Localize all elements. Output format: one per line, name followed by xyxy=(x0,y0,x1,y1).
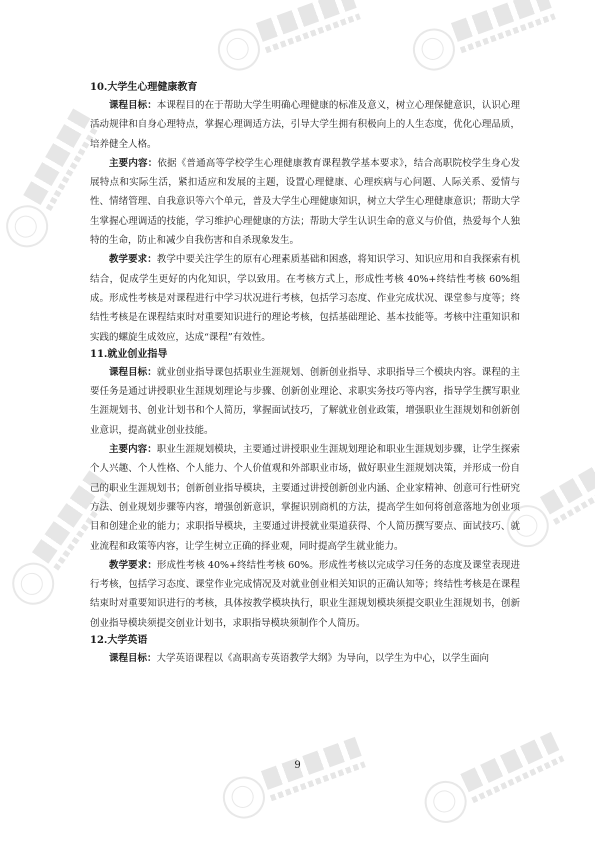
section-heading: 10.大学生心理健康教育 xyxy=(90,82,198,93)
paragraph xyxy=(90,440,520,556)
paragraph-label: 主要内容： xyxy=(109,157,158,169)
paragraph-text: 形成性考核 40%+终结性考核 60%。形成性考核以完成学习任务的态度及课堂表现进行考核，包括学习态度、课堂作业完成情况及对就业创业相关知识的正确认知等；终结性考核是在课程结束时对重要知识进行的考核，具体按教学模块执行，职业生涯规划模块须提交职业生涯规划书，创新创业指导模块须提交创业计划书，求职指导模块须制作个人简历。 xyxy=(90,559,520,629)
section-heading: 12.大学英语 xyxy=(90,635,148,647)
document-body xyxy=(90,80,520,668)
watermark-logo xyxy=(404,0,565,86)
watermark-logo xyxy=(414,721,575,839)
watermark-logo xyxy=(209,0,370,86)
paragraph-label: 教学要求： xyxy=(109,559,157,571)
watermark-logo xyxy=(214,726,375,834)
paragraph xyxy=(90,154,520,250)
paragraph-label: 课程目标： xyxy=(109,653,157,665)
paragraph-label: 教学要求： xyxy=(109,254,157,266)
paragraph-text: 教学中要关注学生的原有心理素质基础和困惑，将知识学习、知识应用和自我探索有机结合，促成学生更好的内化知识，学以致用。在考核方式上，形成性考核 40%+终结性考核 60%组成。形成性考核是对课程进行中学习状况进行考核，包括学习态度、作业完成状况、课堂参与度等；终结性考核是在课程结束时对重要知识进行的理论考核，包括基础理论、基本技能等。考核中注重知识和实践的螺旋生成效应，达成“课程”有效性。 xyxy=(90,254,520,343)
paragraph xyxy=(90,556,520,633)
section-heading: 11.就业创业指导 xyxy=(90,348,168,360)
paragraph-text: 职业生涯规划模块，主要通过讲授职业生涯规划理论和职业生涯规划步骤，让学生探索个人兴趣、个人性格、个人能力、个人价值观和外部职业市场，做好职业生涯规划决策，并形成一份自己的职业生涯规划书；创新创业指导模块，主要通过讲授创新创业内涵、企业家精神、创意可行性研究方法、创业规划步骤等内容，增强创新意识，掌握识别商机的方法，提高学生如何将创意落地为创业项目和创建企业的能力；求职指导模块，主要通过讲授就业渠道获得、个人简历撰写要点、面试技巧、就业流程和政策等内容，让学生树立正确的择业观，同时提高学生就业能力。 xyxy=(90,444,520,552)
paragraph-text: 本课程目的在于帮助大学生明确心理健康的标准及意义，树立心理保健意识，认识心理活动规律和自身心理特点，掌握心理调适方法，引导大学生拥有积极向上的人生态度，优化心理品质，培养健全人格。 xyxy=(90,100,520,150)
page-number: 9 xyxy=(294,760,301,771)
paragraph-text: 依据《普通高等学校学生心理健康教育课程教学基本要求》，结合高职院校学生身心发展特点和实际生活，紧扣适应和发展的主题，设置心理健康、心理疾病与心问题、人际关系、爱情与性、情绪管理、自我意识等六个单元，普及大学生心理健康知识，树立大学生心理健康意识；帮助大学生掌握心理调适的技能，学习维护心理健康的方法；帮助大学生认识生命的意义与价值，热爱每个人独特的生命，防止和减少自我伤害和自杀现象发生。 xyxy=(90,157,520,247)
paragraph xyxy=(90,649,520,668)
paragraph-label: 课程目标： xyxy=(109,100,157,111)
paragraph-text: 大学英语课程以《高职高专英语教学大纲》为导向，以学生为中心，以学生面向 xyxy=(156,653,490,665)
paragraph xyxy=(90,250,520,346)
paragraph-text: 就业创业指导课包括职业生涯规划、创新创业指导、求职指导三个模块内容。课程的主要任务是通过讲授职业生涯规划理论与步骤、创新创业理论、求职实务技巧等内容，指导学生撰写职业生涯规划书、创业计划书和个人简历，掌握面试技巧，了解就业创业政策，增强职业生涯规划和创新创业意识，提高就业创业技能。 xyxy=(90,366,520,436)
paragraph xyxy=(90,363,520,440)
paragraph xyxy=(90,96,520,154)
paragraph-label: 主要内容： xyxy=(109,444,157,456)
paragraph-label: 课程目标： xyxy=(109,366,157,378)
